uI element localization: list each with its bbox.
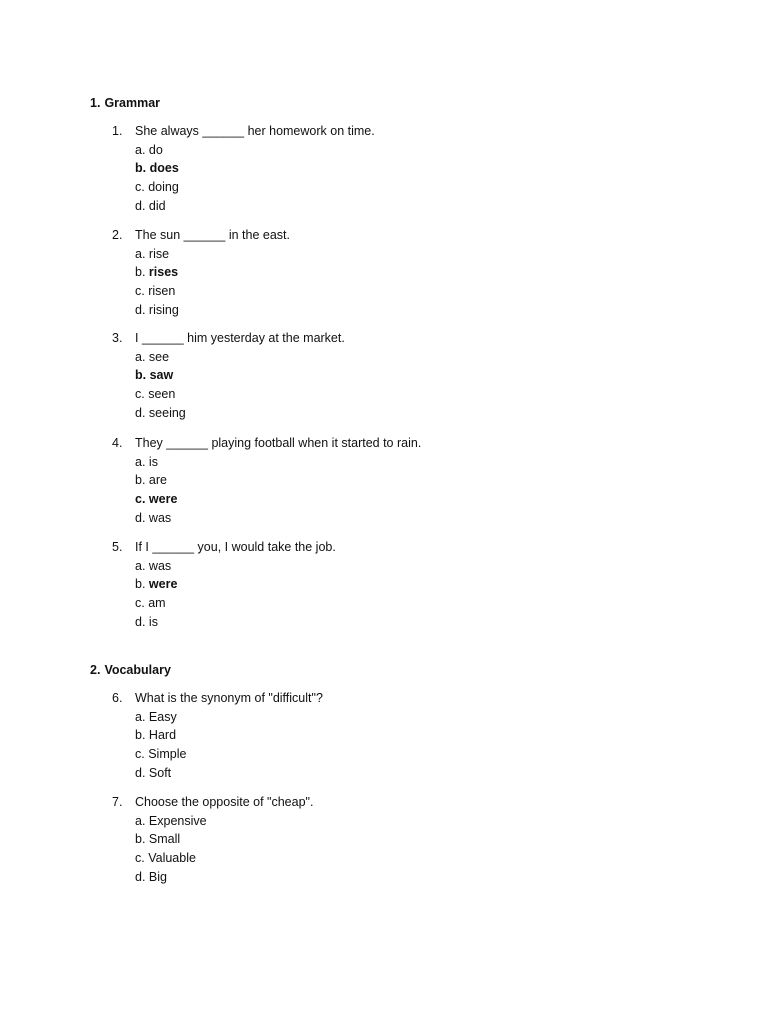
option-b — [135, 471, 421, 490]
option-b — [135, 830, 313, 849]
option-a — [135, 812, 313, 831]
option-text: are — [148, 473, 167, 488]
option-list — [135, 453, 421, 528]
question-6 — [112, 689, 323, 782]
question-number: 5. — [112, 540, 123, 554]
question-number: 3. — [112, 331, 123, 345]
option-text: did — [148, 198, 166, 213]
option-list — [135, 557, 336, 632]
option-letter: c. — [135, 747, 145, 762]
option-letter: a. — [135, 813, 146, 828]
option-text: rising — [148, 302, 179, 317]
section-number: 2. — [90, 663, 101, 677]
option-text: was — [148, 510, 172, 525]
question-4 — [112, 434, 421, 527]
question-number: 1. — [112, 124, 123, 138]
option-letter: c. — [135, 492, 146, 507]
option-text: saw — [149, 368, 174, 383]
option-text: Simple — [148, 747, 187, 762]
question-3 — [112, 329, 345, 422]
option-text: was — [148, 558, 172, 573]
option-text: were — [148, 577, 178, 592]
question-text: If I ______ you, I would take the job. — [135, 540, 336, 554]
option-letter: d. — [135, 405, 146, 420]
option-text: doing — [148, 180, 179, 195]
question-stem — [112, 793, 313, 812]
question-2 — [112, 226, 290, 319]
option-letter: c. — [135, 180, 145, 195]
question-stem — [112, 434, 421, 453]
question-number: 7. — [112, 795, 123, 809]
option-b-answer — [135, 366, 345, 385]
option-c — [135, 282, 290, 301]
option-c — [135, 849, 313, 868]
option-d — [135, 764, 323, 783]
option-list — [135, 245, 290, 320]
question-number: 4. — [112, 436, 123, 450]
option-list — [135, 708, 323, 783]
section-heading-grammar — [90, 95, 160, 111]
option-text: see — [148, 349, 170, 364]
option-text: Soft — [148, 765, 172, 780]
option-text: Big — [148, 869, 167, 884]
option-text: seeing — [148, 405, 186, 420]
option-letter: c. — [135, 284, 145, 299]
option-text: seen — [148, 387, 176, 402]
option-letter: b. — [135, 161, 147, 176]
option-list — [135, 141, 375, 216]
question-stem — [112, 122, 375, 141]
option-list — [135, 348, 345, 423]
option-text: Valuable — [148, 851, 196, 866]
option-letter: d. — [135, 765, 146, 780]
option-b-answer — [135, 575, 336, 594]
question-text: What is the synonym of "difficult"? — [135, 691, 323, 705]
option-letter: b. — [135, 368, 147, 383]
option-letter: a. — [135, 709, 146, 724]
option-letter: b. — [135, 265, 146, 280]
option-letter: c. — [135, 596, 145, 611]
option-a — [135, 453, 421, 472]
option-b-answer — [135, 159, 375, 178]
option-text: am — [148, 596, 166, 611]
option-text: Small — [148, 832, 181, 847]
option-d — [135, 197, 375, 216]
question-text: I ______ him yesterday at the market. — [135, 331, 345, 345]
option-list — [135, 812, 313, 887]
section-number: 1. — [90, 96, 101, 110]
option-letter: d. — [135, 869, 146, 884]
option-letter: a. — [135, 558, 146, 573]
option-letter: a. — [135, 349, 146, 364]
question-5 — [112, 538, 336, 631]
option-letter: a. — [135, 246, 146, 261]
option-d — [135, 613, 336, 632]
option-text: Hard — [148, 728, 177, 743]
section-title: Vocabulary — [104, 663, 171, 677]
question-stem — [112, 329, 345, 348]
option-c-answer — [135, 490, 421, 509]
option-d — [135, 301, 290, 320]
section-title: Grammar — [104, 96, 161, 110]
option-a — [135, 245, 290, 264]
option-text: Easy — [148, 709, 177, 724]
question-stem — [112, 689, 323, 708]
option-b — [135, 726, 323, 745]
option-text: were — [148, 492, 178, 507]
option-d — [135, 868, 313, 887]
option-text: is — [148, 614, 158, 629]
option-letter: a. — [135, 142, 146, 157]
question-7 — [112, 793, 313, 886]
option-c — [135, 385, 345, 404]
question-1 — [112, 122, 375, 215]
question-text: Choose the opposite of "cheap". — [135, 795, 314, 809]
option-a — [135, 557, 336, 576]
question-text: The sun ______ in the east. — [135, 228, 290, 242]
question-number: 6. — [112, 691, 123, 705]
option-text: Expensive — [148, 813, 207, 828]
option-c — [135, 178, 375, 197]
option-a — [135, 348, 345, 367]
option-letter: c. — [135, 387, 145, 402]
option-letter: c. — [135, 851, 145, 866]
option-letter: b. — [135, 728, 146, 743]
option-letter: b. — [135, 473, 146, 488]
option-b-answer — [135, 263, 290, 282]
option-letter: d. — [135, 302, 146, 317]
option-c — [135, 594, 336, 613]
question-stem — [112, 226, 290, 245]
question-stem — [112, 538, 336, 557]
section-heading-vocabulary — [90, 662, 171, 678]
option-a — [135, 708, 323, 727]
option-text: rises — [148, 265, 179, 280]
option-text: does — [149, 161, 179, 176]
question-text: She always ______ her homework on time. — [135, 124, 375, 138]
option-d — [135, 404, 345, 423]
option-letter: a. — [135, 454, 146, 469]
option-letter: b. — [135, 577, 146, 592]
option-c — [135, 745, 323, 764]
option-letter: d. — [135, 614, 146, 629]
question-text: They ______ playing football when it started to rain. — [135, 436, 422, 450]
option-d — [135, 509, 421, 528]
question-number: 2. — [112, 228, 123, 242]
option-text: rise — [148, 246, 170, 261]
option-text: do — [148, 142, 163, 157]
option-letter: d. — [135, 510, 146, 525]
option-text: risen — [148, 284, 176, 299]
option-letter: d. — [135, 198, 146, 213]
option-letter: b. — [135, 832, 146, 847]
option-a — [135, 141, 375, 160]
option-text: is — [148, 454, 158, 469]
